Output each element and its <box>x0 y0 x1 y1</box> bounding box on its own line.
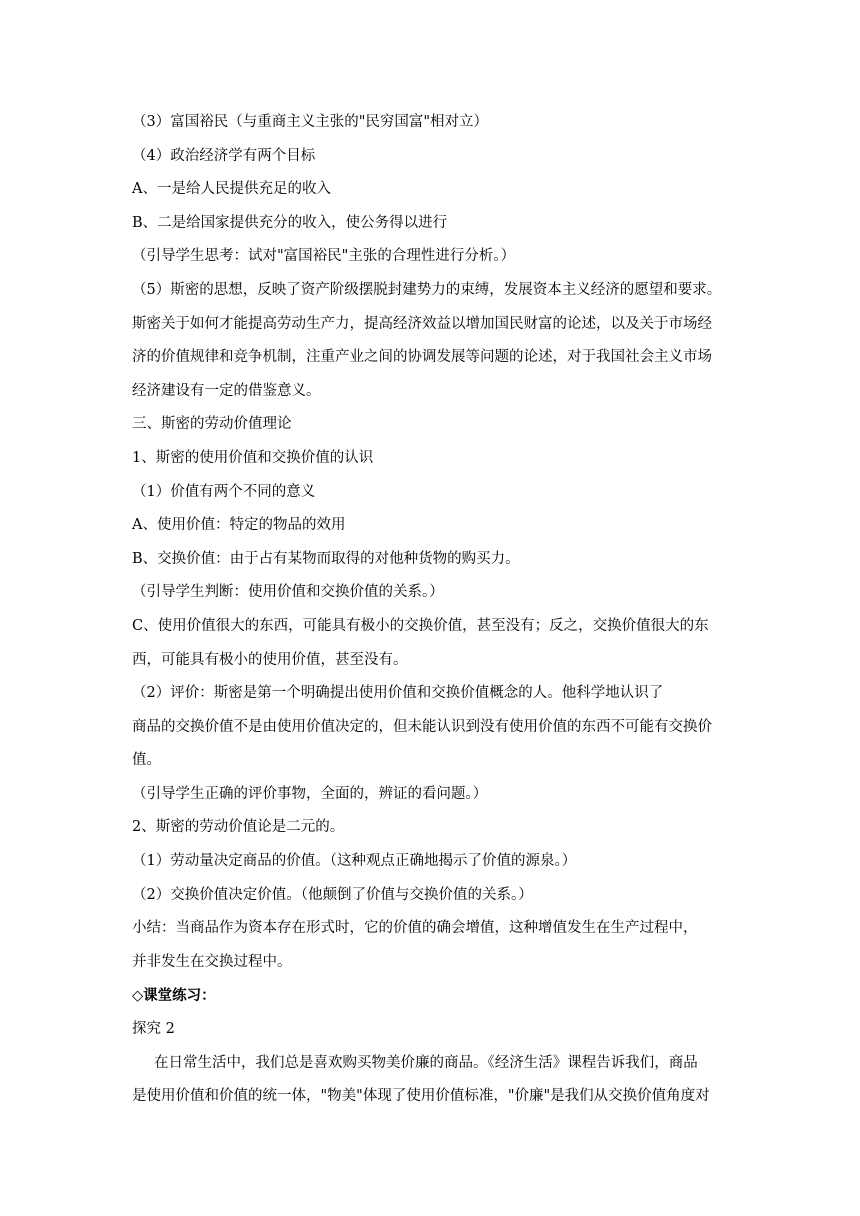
document-body <box>132 106 732 1114</box>
paragraph-line: 在日常生活中，我们总是喜欢购买物美价廉的商品。《经济生活》课程告诉我们，商品 <box>154 1054 698 1071</box>
text-line: 2、斯密的劳动价值论是二元的。 <box>132 819 345 836</box>
text-line: 值。 <box>132 752 161 769</box>
text-line: （引导学生思考：试对"富国裕民"主张的合理性进行分析。） <box>132 248 516 265</box>
text-line: （2）交换价值决定价值。（他颠倒了价值与交换价值的关系。） <box>132 886 533 903</box>
text-line: （3）富国裕民（与重商主义主张的"民穷国富"相对立） <box>132 114 489 130</box>
section-heading: 三、斯密的劳动价值理论 <box>132 416 292 433</box>
exercise-heading: ◇课堂练习： <box>132 987 216 1005</box>
text-line: （5）斯密的思想，反映了资产阶级摆脱封建势力的束缚，发展资本主义经济的愿望和要求。 <box>132 281 722 298</box>
text-line: A、一是给人民提供充足的收入 <box>132 181 331 198</box>
text-line: 1、斯密的使用价值和交换价值的认识 <box>132 449 374 466</box>
text-line: 斯密关于如何才能提高劳动生产力，提高经济效益以增加国民财富的论述，以及关于市场经 <box>132 315 712 332</box>
text-line: 商品的交换价值不是由使用价值决定的，但未能认识到没有使用价值的东西不可能有交换价 <box>132 718 712 735</box>
text-line: 经济建设有一定的借鉴意义。 <box>132 382 321 399</box>
text-line: A、使用价值：特定的物品的效用 <box>132 517 346 534</box>
text-line: （引导学生判断：使用价值和交换价值的关系。） <box>132 584 444 601</box>
text-line: （引导学生正确的评价事物，全面的，辨证的看问题。） <box>132 785 488 802</box>
paragraph-line: 是使用价值和价值的统一体，"物美"体现了使用价值标准，"价廉"是我们从交换价值角度对 <box>132 1088 710 1105</box>
summary-line: 小结：当商品作为资本存在形式时，它的价值的确会增值，这种增值发生在生产过程中， <box>132 920 698 937</box>
text-line: （4）政治经济学有两个目标 <box>132 147 316 164</box>
text-line: C、使用价值很大的东西，可能具有极小的交换价值，甚至没有；反之，交换价值很大的东 <box>132 617 709 634</box>
text-line: （1）劳动量决定商品的价值。（这种观点正确地揭示了价值的源泉。） <box>132 853 577 870</box>
exercise-label: 探究 2 <box>132 1021 175 1038</box>
text-line: 西，可能具有极小的使用价值，甚至没有。 <box>132 651 408 668</box>
text-line: （1）价值有两个不同的意义 <box>132 483 316 500</box>
text-line: B、交换价值：由于占有某物而取得的对他种货物的购买力。 <box>132 550 520 567</box>
text-line: B、二是给国家提供充分的收入，使公务得以进行 <box>132 214 448 231</box>
text-line: （2）评价：斯密是第一个明确提出使用价值和交换价值概念的人。他科学地认识了 <box>132 685 664 702</box>
text-line: 济的价值规律和竞争机制，注重产业之间的协调发展等问题的论述，对于我国社会主义市场 <box>132 349 712 366</box>
summary-line: 并非发生在交换过程中。 <box>132 953 292 970</box>
